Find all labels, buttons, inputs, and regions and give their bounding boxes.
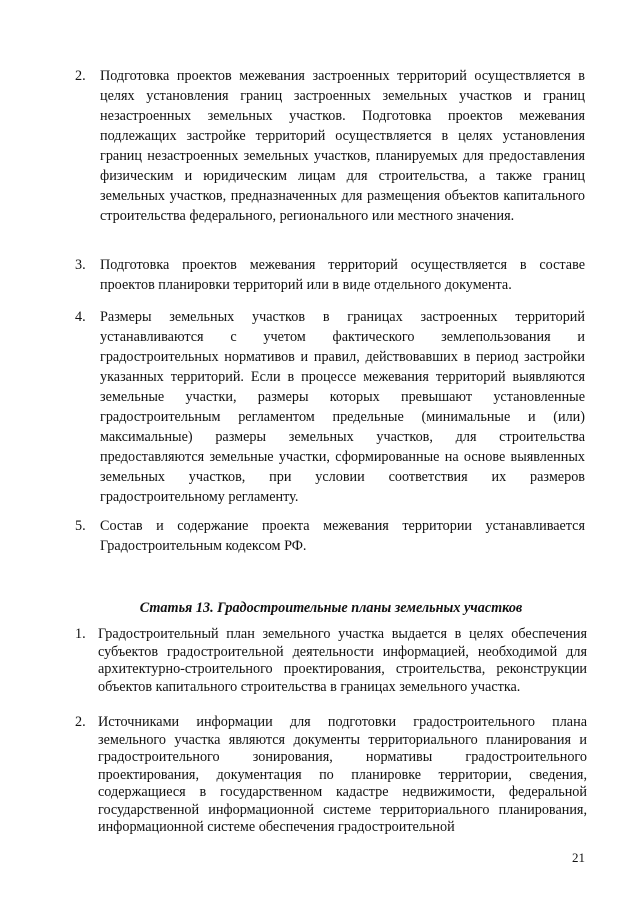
list-number: 5. <box>75 518 86 534</box>
list-text: Состав и содержание проекта межевания территории устанавливается Градостроительным кодексом РФ. <box>100 518 585 554</box>
list-text: Подготовка проектов межевания территорий осуществляется в составе проектов планировки территорий или в виде отдельного документа. <box>100 257 585 293</box>
list-number: 3. <box>75 257 86 273</box>
list-item-2 <box>75 66 585 226</box>
list-item-3 <box>75 255 585 295</box>
list-text: Подготовка проектов межевания застроенных территорий осуществляется в целях установления границ застроенных земельных участков и границ незастроенных земельных участков. Подготовка проектов межевания подлежащих застройке территорий осуществляется в целях установления границ незастроенных земельных участков, планируемых для предоставления физическим и юридическим лицам для строительства, а также границ земельных участков, предназначенных для размещения объектов капитального строительства федерального, регионального или местного значения. <box>100 68 585 224</box>
list-item-4 <box>75 307 585 507</box>
article-item-1 <box>75 626 587 696</box>
list-text: Источниками информации для подготовки градостроительного плана земельного участка являются документы территориального планирования и градостроительного зонирования, нормативы градостроительного проектирования, документация по планировке территории, сведения, содержащиеся в государственном кадастре недвижимости, федеральной государственной информационной системе территориального планирования, информационной системе обеспечения градостроительной <box>98 714 587 835</box>
article-heading: Статья 13. Градостроительные планы земельных участков <box>139 600 523 616</box>
list-text: Градостроительный план земельного участка выдается в целях обеспечения субъектов градостроительной деятельности информацией, необходимой для архитектурно-строительного проектирования, строительства, реконструкции объектов капитального строительства в границах земельного участка. <box>98 626 587 695</box>
list-number: 4. <box>75 309 86 325</box>
list-number: 2. <box>75 68 86 84</box>
list-number: 1. <box>75 626 86 642</box>
page-number: 21 <box>572 850 585 865</box>
list-number: 2. <box>75 714 86 730</box>
list-text: Размеры земельных участков в границах застроенных территорий устанавливаются с учетом фактического землепользования и градостроительных нормативов и правил, действовавших в период застройки указанных территорий. Если в процессе межевания территорий выявляются земельные участки, размеры которых превышают установленные градостроительным регламентом предельные (минимальные и (или) максимальные) размеры земельных участков, для строительства предоставляются земельные участки, сформированные на основе выявленных земельных участков, при условии соответствия их размеров градостроительному регламенту. <box>100 309 585 505</box>
article-item-2 <box>75 714 587 837</box>
list-item-5 <box>75 516 585 556</box>
